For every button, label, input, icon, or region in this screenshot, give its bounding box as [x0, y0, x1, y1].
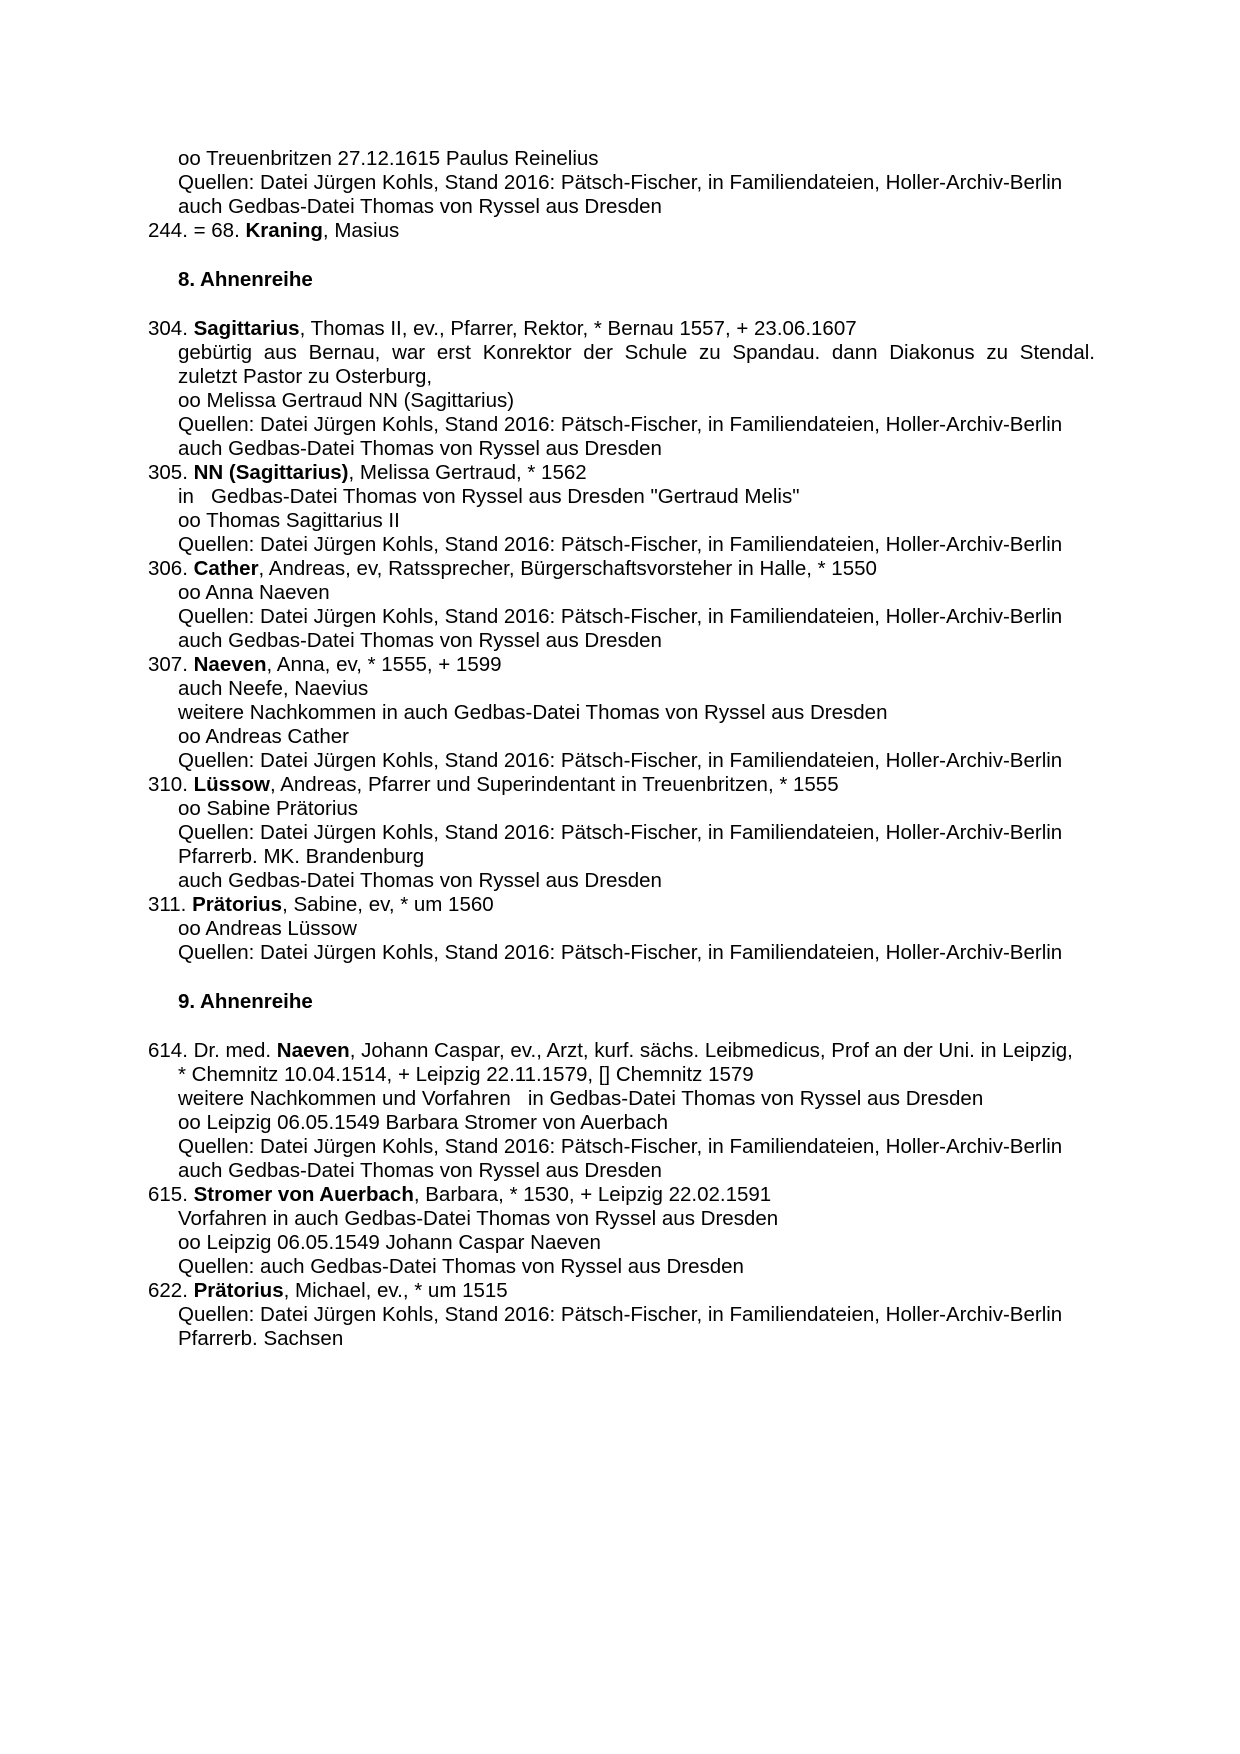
section-heading-8: 8. Ahnenreihe — [178, 268, 313, 291]
marriage-line: oo Leipzig 06.05.1549 Johann Caspar Naeven — [178, 1231, 601, 1254]
entry-244-heading — [148, 219, 399, 243]
entry-details: , Anna, ev, * 1555, + 1599 — [266, 653, 502, 676]
entry-307-heading — [148, 653, 502, 677]
source-line: Quellen: Datei Jürgen Kohls, Stand 2016: Pätsch-Fischer, in Familiendateien, Holler-Archiv-Berlin — [178, 941, 1063, 964]
entry-surname: Kraning — [245, 219, 323, 242]
note-line: Pfarrerb. Sachsen — [178, 1327, 344, 1350]
entry-details: , Andreas, ev, Ratssprecher, Bürgerschaftsvorsteher in Halle, * 1550 — [258, 557, 877, 580]
note-line: auch Neefe, Naevius — [178, 677, 369, 700]
marriage-line: oo Thomas Sagittarius II — [178, 509, 400, 532]
marriage-line: oo Andreas Lüssow — [178, 917, 357, 940]
marriage-line: oo Treuenbritzen 27.12.1615 Paulus Reinelius — [178, 147, 599, 170]
entry-number: 615. — [148, 1183, 194, 1206]
entry-details: , Andreas, Pfarrer und Superindentant in Treuenbritzen, * 1555 — [269, 773, 839, 796]
source-line: Quellen: Datei Jürgen Kohls, Stand 2016: Pätsch-Fischer, in Familiendateien, Holler-Archiv-Berlin — [178, 605, 1063, 628]
entry-surname: Prätorius — [192, 893, 283, 916]
entry-surname: Prätorius — [193, 1279, 284, 1302]
entry-details: , Michael, ev., * um 1515 — [283, 1279, 508, 1302]
source-line: Quellen: Datei Jürgen Kohls, Stand 2016: Pätsch-Fischer, in Familiendateien, Holler-Archiv-Berlin — [178, 1135, 1063, 1158]
note-line: gebürtig aus Bernau, war erst Konrektor der Schule zu Spandau. dann Diakonus zu Stendal. — [178, 341, 1095, 364]
entry-surname: Naeven — [276, 1039, 350, 1062]
entry-304-heading — [148, 317, 857, 341]
entry-number: 304. — [148, 317, 194, 340]
entry-details: , Barbara, * 1530, + Leipzig 22.02.1591 — [413, 1183, 772, 1206]
note-line: zuletzt Pastor zu Osterburg, — [178, 365, 433, 388]
source-line: auch Gedbas-Datei Thomas von Ryssel aus Dresden — [178, 869, 662, 892]
note-line: * Chemnitz 10.04.1514, + Leipzig 22.11.1579, [] Chemnitz 1579 — [178, 1063, 754, 1086]
source-line: auch Gedbas-Datei Thomas von Ryssel aus Dresden — [178, 195, 662, 218]
entry-number: 307. — [148, 653, 194, 676]
marriage-line: oo Sabine Prätorius — [178, 797, 359, 820]
entry-305-heading — [148, 461, 587, 485]
entry-details: , Melissa Gertraud, * 1562 — [348, 461, 587, 484]
entry-310-heading — [148, 773, 839, 797]
source-line: Quellen: Datei Jürgen Kohls, Stand 2016: Pätsch-Fischer, in Familiendateien, Holler-Archiv-Berlin — [178, 749, 1063, 772]
source-line: Quellen: Datei Jürgen Kohls, Stand 2016: Pätsch-Fischer, in Familiendateien, Holler-Archiv-Berlin — [178, 821, 1063, 844]
entry-surname: Sagittarius — [193, 317, 300, 340]
entry-number: 311. — [148, 893, 193, 916]
entry-details: , Thomas II, ev., Pfarrer, Rektor, * Bernau 1557, + 23.06.1607 — [299, 317, 857, 340]
source-line: Quellen: Datei Jürgen Kohls, Stand 2016: Pätsch-Fischer, in Familiendateien, Holler-Archiv-Berlin — [178, 1303, 1063, 1326]
section-heading-9: 9. Ahnenreihe — [178, 990, 313, 1013]
marriage-line: oo Leipzig 06.05.1549 Barbara Stromer von Auerbach — [178, 1111, 669, 1134]
note-line: weitere Nachkommen in auch Gedbas-Datei Thomas von Ryssel aus Dresden — [178, 701, 888, 724]
entry-details: , Masius — [322, 219, 400, 242]
entry-surname: Naeven — [193, 653, 267, 676]
entry-number: 614. Dr. med. — [148, 1039, 277, 1062]
entry-details: , Johann Caspar, ev., Arzt, kurf. sächs. Leibmedicus, Prof an der Uni. in Leipzig, — [349, 1039, 1073, 1062]
note-line: in Gedbas-Datei Thomas von Ryssel aus Dresden "Gertraud Melis" — [178, 485, 800, 508]
entry-number: 244. = 68. — [148, 219, 246, 242]
note-line: weitere Nachkommen und Vorfahren in Gedbas-Datei Thomas von Ryssel aus Dresden — [178, 1087, 984, 1110]
entry-311-heading — [148, 893, 494, 917]
source-line: Quellen: Datei Jürgen Kohls, Stand 2016: Pätsch-Fischer, in Familiendateien, Holler-Archiv-Berlin — [178, 171, 1063, 194]
entry-surname: Cather — [193, 557, 259, 580]
note-line: Vorfahren in auch Gedbas-Datei Thomas von Ryssel aus Dresden — [178, 1207, 779, 1230]
entry-details: , Sabine, ev, * um 1560 — [282, 893, 494, 916]
entry-number: 305. — [148, 461, 194, 484]
source-line: auch Gedbas-Datei Thomas von Ryssel aus Dresden — [178, 1159, 662, 1182]
entry-614-heading — [148, 1039, 1073, 1063]
entry-615-heading — [148, 1183, 771, 1207]
marriage-line: oo Anna Naeven — [178, 581, 330, 604]
source-line: auch Gedbas-Datei Thomas von Ryssel aus Dresden — [178, 629, 662, 652]
entry-surname: Lüssow — [193, 773, 270, 796]
entry-622-heading — [148, 1279, 508, 1303]
source-line: auch Gedbas-Datei Thomas von Ryssel aus Dresden — [178, 437, 662, 460]
entry-surname: NN (Sagittarius) — [193, 461, 349, 484]
entry-306-heading — [148, 557, 877, 581]
entry-surname: Stromer von Auerbach — [193, 1183, 414, 1206]
marriage-line: oo Melissa Gertraud NN (Sagittarius) — [178, 389, 515, 412]
note-line: Pfarrerb. MK. Brandenburg — [178, 845, 425, 868]
source-line: Quellen: auch Gedbas-Datei Thomas von Ryssel aus Dresden — [178, 1255, 744, 1278]
entry-number: 310. — [148, 773, 194, 796]
entry-number: 306. — [148, 557, 194, 580]
marriage-line: oo Andreas Cather — [178, 725, 349, 748]
entry-number: 622. — [148, 1279, 194, 1302]
source-line: Quellen: Datei Jürgen Kohls, Stand 2016: Pätsch-Fischer, in Familiendateien, Holler-Archiv-Berlin — [178, 533, 1063, 556]
source-line: Quellen: Datei Jürgen Kohls, Stand 2016: Pätsch-Fischer, in Familiendateien, Holler-Archiv-Berlin — [178, 413, 1063, 436]
